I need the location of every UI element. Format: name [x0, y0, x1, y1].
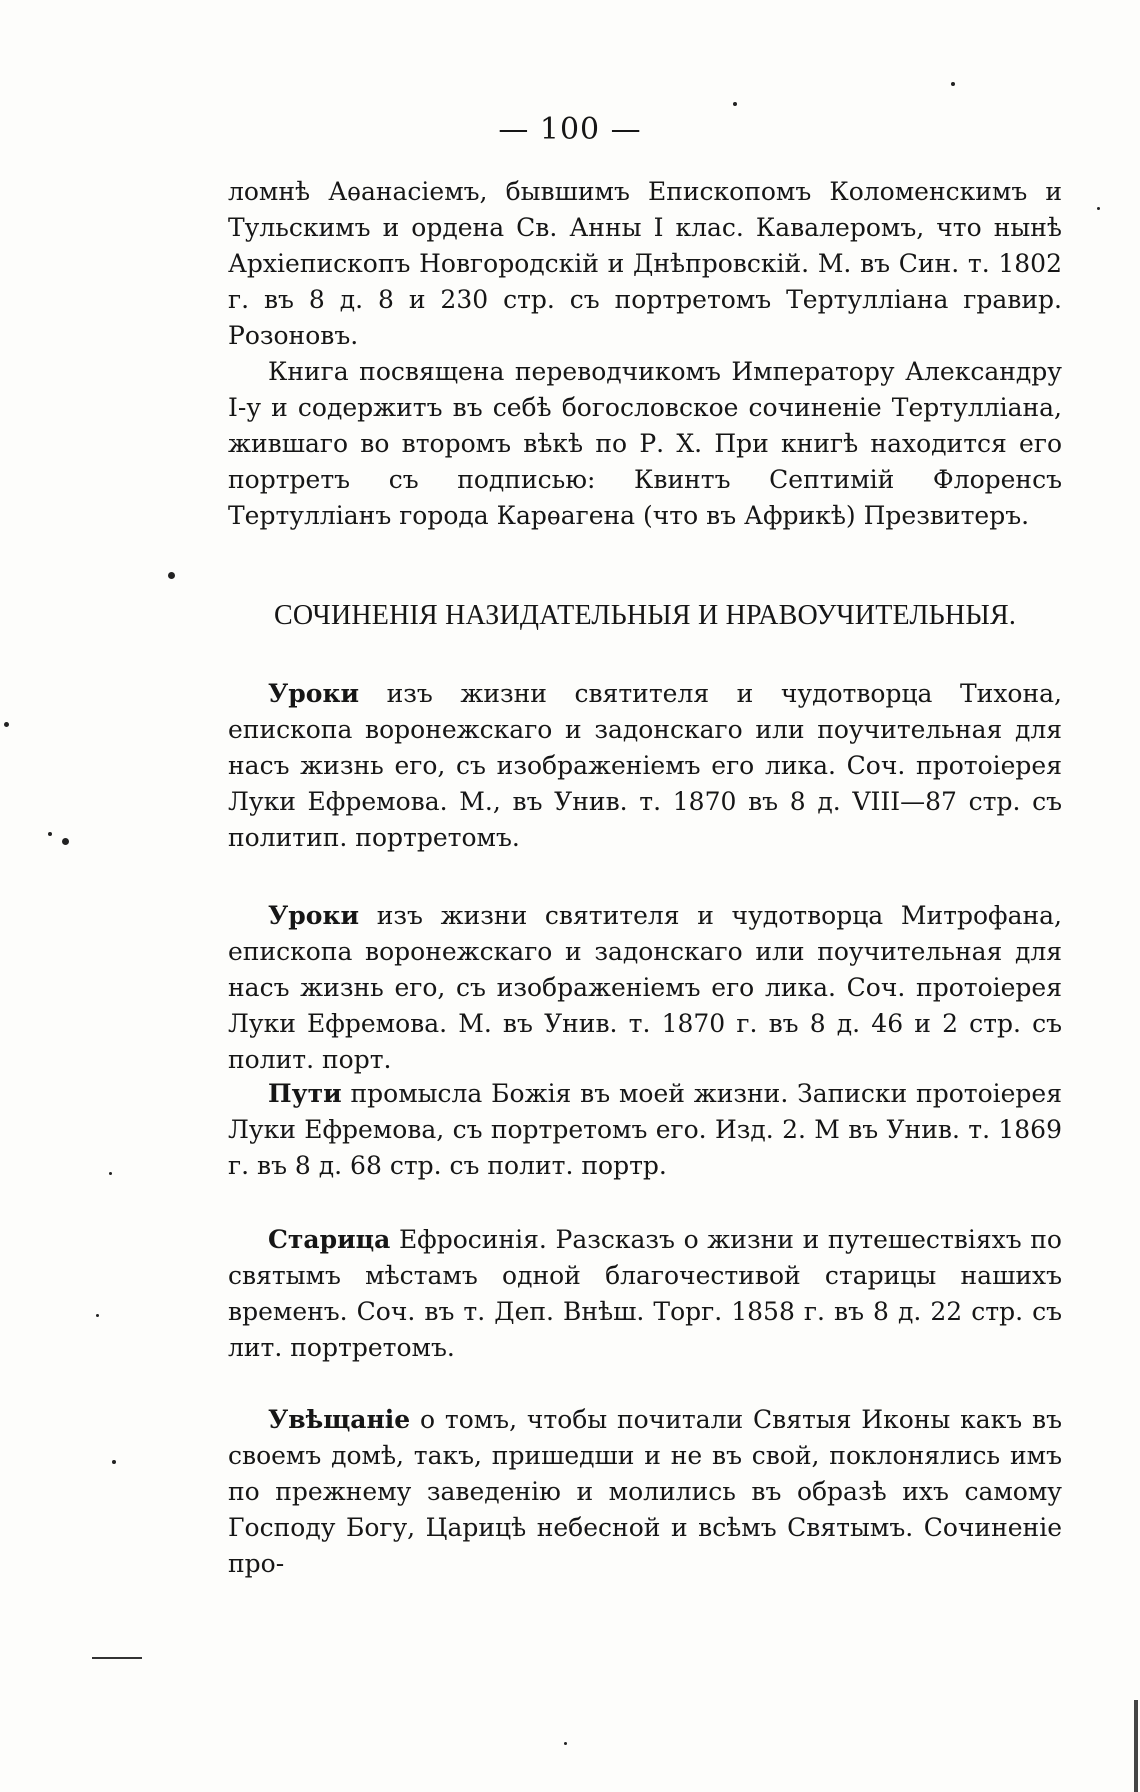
scan-speck [564, 1742, 567, 1745]
scan-speck [109, 1172, 112, 1175]
entry-paragraph [228, 1222, 1062, 1366]
entry-paragraph [228, 898, 1062, 1078]
scan-speck [4, 722, 9, 727]
scan-rule-mark [92, 1657, 142, 1659]
entry-lead-word: Старица [268, 1225, 391, 1254]
entry-paragraph [228, 1076, 1062, 1184]
scan-speck [48, 832, 52, 836]
entry-paragraph [228, 1402, 1062, 1582]
section-heading: СОЧИНЕНІЯ НАЗИДАТЕЛЬНЫЯ И НРАВОУЧИТЕЛЬНЫЯ. [273, 600, 1017, 631]
opening-entry-note: Книга посвящена переводчикомъ Императору Александру I-у и содержитъ въ себѣ богословское сочиненіе Тертулліана, жившаго во второмъ вѣкѣ по Р. Х. При книгѣ находится его портретъ съ подписью: Квинтъ Септимій Флоренсъ Тертулліанъ города Карѳагена (что въ Африкѣ) Презвитеръ. [228, 357, 1062, 530]
opening-entry-continuation: ломнѣ Аѳанасіемъ, бывшимъ Епископомъ Коломенскимъ и Тульскимъ и ордена Св. Анны I клас. Кавалеромъ, что нынѣ Архіепископъ Новгородскій и Днѣпровскій. М. въ Син. т. 1802 г. въ 8 д. 8 и 230 стр. съ портретомъ Тертулліана гравир. Розоновъ. [228, 177, 1062, 350]
bibliography-entry [228, 1076, 1062, 1184]
entry-lead-word: Увѣщаніе [268, 1405, 411, 1434]
entry-text: изъ жизни святителя и чудотворца Митрофана, епископа воронежскаго и задонскаго или поучительная для насъ жизнь его, съ изображеніемъ его лика. Соч. протоіерея Луки Ефремова. М. въ Унив. т. 1870 г. въ 8 д. 46 и 2 стр. съ полит. порт. [228, 901, 1062, 1074]
entry-text: Ефросинія. Разсказъ о жизни и путешествіяхъ по святымъ мѣстамъ одной благочестивой старицы нашихъ временъ. Соч. въ т. Деп. Внѣш. Торг. 1858 г. въ 8 д. 22 стр. съ лит. портретомъ. [228, 1225, 1062, 1362]
scan-speck [96, 1314, 99, 1317]
scan-speck [951, 82, 955, 86]
entry-lead-word: Уроки [268, 901, 360, 930]
opening-entry [228, 174, 1062, 534]
entry-text: о томъ, чтобы почитали Святыя Иконы какъ въ своемъ домѣ, такъ, пришедши и не въ свой, поклонялись имъ по прежнему заведенію и молились въ образѣ ихъ самому Господу Богу, Царицѣ небесной и всѣмъ Святымъ. Сочиненіе про- [228, 1405, 1062, 1578]
bibliography-entry [228, 1402, 1062, 1582]
bibliography-entry [228, 1222, 1062, 1366]
entry-text: изъ жизни святителя и чудотворца Тихона, епископа воронежскаго и задонскаго или поучительная для насъ жизнь его, съ изображеніемъ его лика. Соч. протоіерея Луки Ефремова. М., въ Унив. т. 1870 въ 8 д. VIII—87 стр. съ политип. портретомъ. [228, 679, 1062, 852]
scan-speck [168, 572, 175, 579]
entry-lead-word: Уроки [268, 679, 360, 708]
page-number: — 100 — [498, 112, 642, 147]
bibliography-entry [228, 898, 1062, 1078]
entry-lead-word: Пути [268, 1079, 342, 1108]
scan-speck [112, 1460, 116, 1464]
scan-speck [62, 838, 69, 845]
entry-paragraph [228, 676, 1062, 856]
bibliography-entry [228, 676, 1062, 856]
scan-edge-mark [1134, 1700, 1138, 1792]
entry-text: промысла Божія въ моей жизни. Записки протоіерея Луки Ефремова, съ портретомъ его. Изд. 2. М въ Унив. т. 1869 г. въ 8 д. 68 стр. съ полит. портр. [228, 1079, 1062, 1180]
scan-speck [1097, 207, 1100, 210]
scan-speck [733, 102, 737, 106]
